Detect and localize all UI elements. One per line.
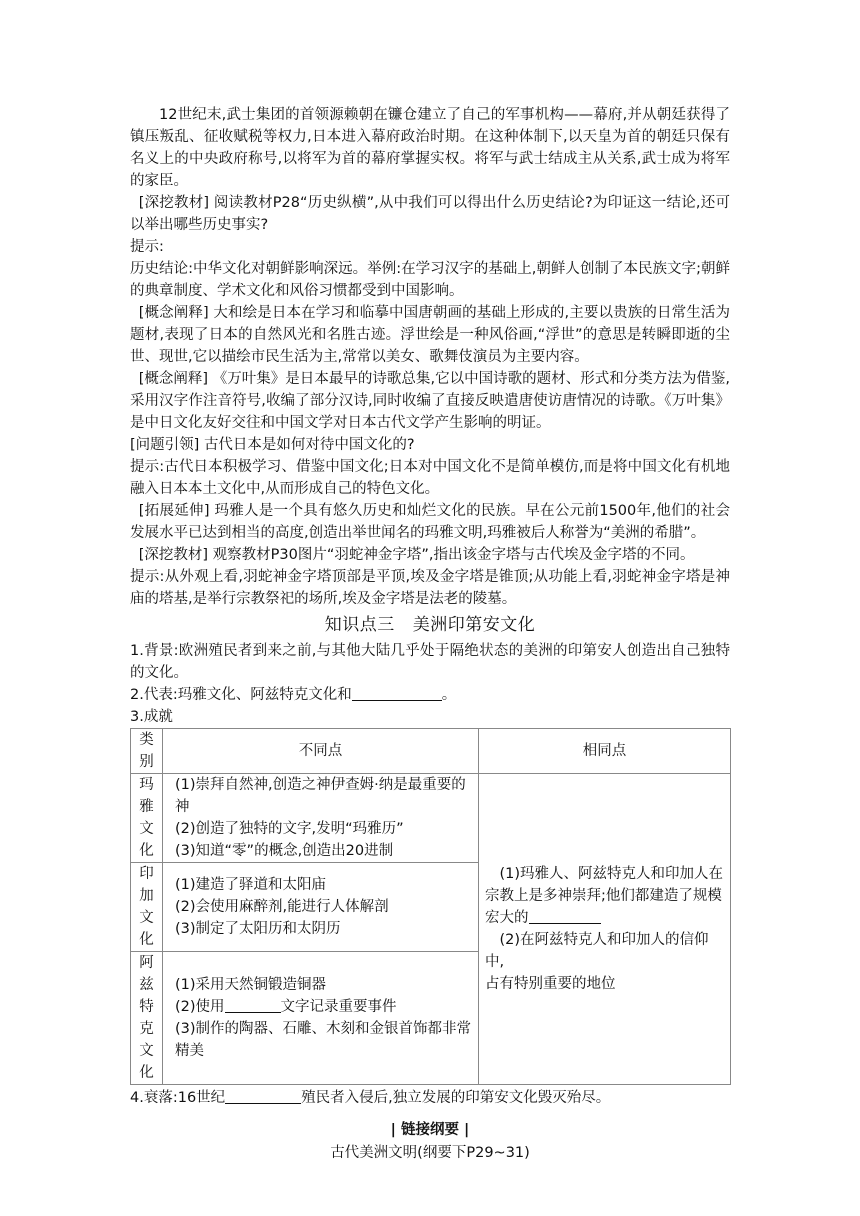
item-representatives-text: 2.代表:玛雅文化、阿兹特克文化和	[130, 687, 352, 703]
item-decline-text: 4.衰落:16世纪	[130, 1090, 226, 1106]
item-representatives	[130, 684, 730, 706]
diff-item: (1)采用天然铜锻造铜器	[175, 977, 327, 993]
diff-item: (3)制作的陶器、石雕、木刻和金银首饰都非常精美	[175, 1021, 472, 1059]
note-dig-textbook-2	[130, 544, 730, 566]
document-page	[130, 104, 730, 1165]
same-item-text: (2)在阿兹特克人和印加人的信仰中,	[485, 932, 709, 970]
note-hint-label: 提示:	[130, 239, 164, 255]
table-row-maya	[131, 774, 731, 863]
diff-item-text: (2)使用	[175, 999, 225, 1015]
item-decline	[130, 1087, 730, 1109]
note-hint-japan: 提示:古代日本积极学习、借鉴中国文化;日本对中国文化不是简单模仿,而是将中国文化有机地融入日本本土文化中,从而形成自己的特色文化。	[130, 459, 730, 497]
item-achievements: 3.成就	[130, 709, 173, 725]
diff-item: (2)会使用麻醉剂,能进行人体解剖	[175, 899, 389, 915]
note-tag: [问题引领]	[130, 437, 200, 453]
category-cell: 阿兹特克文化	[131, 952, 163, 1085]
diff-item-text: 文字记录重要事件	[280, 999, 397, 1015]
note-concept-manyoshu	[130, 368, 730, 434]
same-item-text: (1)玛雅人、阿兹特克人和印加人在宗教上是多神崇拜;他们都建造了规模宏大的	[485, 866, 724, 926]
same-item	[485, 863, 724, 929]
note-text: 玛雅人是一个具有悠久历史和灿烂文化的民族。早在公元前1500年,他们的社会发展水平已达到相当的高度,创造出举世闻名的玛雅文明,玛雅被后人称誉为“美洲的希腊”。	[130, 503, 730, 541]
note-tag: [深挖教材]	[138, 195, 210, 211]
link-outline-subtitle: 古代美洲文明(纲要下P29~31)	[330, 1145, 530, 1161]
note-hint-conclusion: 历史结论:中华文化对朝鲜影响深远。举例:在学习汉字的基础上,朝鲜人创制了本民族文字;朝鲜的典章制度、学术文化和风俗习惯都受到中国影响。	[130, 261, 730, 299]
note-text: 大和绘是日本在学习和临摹中国唐朝画的基础上形成的,主要以贵族的日常生活为题材,表现了日本的自然风光和名胜古迹。浮世绘是一种风俗画,“浮世”的意思是转瞬即逝的尘世、现世,它以描绘市民生活为主,常常以美女、歌舞伎演员为主要内容。	[130, 305, 731, 365]
similarities-cell	[479, 774, 731, 1085]
category-cell: 玛雅文化	[131, 774, 163, 863]
section-title	[130, 612, 730, 638]
diff-item: (3)知道“零”的概念,创造出20进制	[175, 843, 394, 859]
note-tag: [概念阐释]	[138, 305, 209, 321]
item-background: 1.背景:欧洲殖民者到来之前,与其他大陆几乎处于隔绝状态的美洲的印第安人创造出自己独特的文化。	[130, 643, 730, 681]
diff-item: (2)创造了独特的文字,发明“玛雅历”	[175, 821, 404, 837]
fill-blank	[529, 909, 601, 924]
header-category: 类别	[131, 729, 163, 774]
differences-cell	[163, 952, 479, 1085]
note-concept-yamatoe	[130, 302, 730, 368]
note-text: 《万叶集》是日本最早的诗歌总集,它以中国诗歌的题材、形式和分类方法为借鉴,采用汉字作注音符号,收编了部分汉诗,同时收编了直接反映遣唐使访唐情况的诗歌。《万叶集》是中日文化友好交往和中国文学对日本古代文学产生影响的明证。	[130, 371, 730, 431]
diff-item: (1)建造了驿道和太阳庙	[175, 877, 327, 893]
diff-item	[165, 996, 476, 1018]
note-tag: [深挖教材]	[138, 547, 209, 563]
note-text: 观察教材P30图片“羽蛇神金字塔”,指出该金字塔与古代埃及金字塔的不同。	[212, 547, 695, 563]
intro-paragraph: 12世纪末,武士集团的首领源赖朝在镰仓建立了自己的军事机构——幕府,并从朝廷获得了镇压叛乱、征收赋税等权力,日本进入幕府政治时期。在这种体制下,以天皇为首的朝廷只保有名义上的中央政府称号,以将军为首的幕府掌握实权。将军与武士结成主从关系,武士成为将军的家臣。	[130, 107, 730, 189]
fill-blank	[225, 998, 281, 1013]
diff-item: (1)崇拜自然神,创造之神伊查姆·纳是最重要的神	[175, 777, 466, 815]
item-representatives-end: 。	[441, 687, 457, 703]
same-item	[485, 929, 724, 973]
note-tag: [拓展延伸]	[138, 503, 210, 519]
header-similarities: 相同点	[479, 729, 731, 774]
achievements-table	[130, 728, 731, 1085]
note-dig-textbook-1	[130, 192, 730, 236]
differences-cell	[163, 863, 479, 952]
fill-blank	[225, 1089, 301, 1104]
header-differences: 不同点	[163, 729, 479, 774]
same-item-end: 占有特别重要的地位	[485, 976, 616, 992]
note-text: 阅读教材P28“历史纵横”,从中我们可以得出什么历史结论?为印证这一结论,还可以举出哪些历史事实?	[130, 195, 730, 233]
notes-list	[130, 192, 730, 610]
section-title-number: 知识点三	[324, 615, 395, 635]
diff-item: (3)制定了太阳历和太阴历	[175, 921, 341, 937]
section-title-text: 美洲印第安文化	[412, 615, 536, 635]
note-tag: [概念阐释]	[138, 371, 209, 387]
item-decline-end: 殖民者入侵后,独立发展的印第安文化毁灭殆尽。	[301, 1090, 611, 1106]
note-question	[130, 434, 730, 456]
note-text: 古代日本是如何对待中国文化的?	[203, 437, 415, 453]
link-outline-heading: | 链接纲要 |	[390, 1122, 470, 1138]
category-cell: 印加文化	[131, 863, 163, 952]
differences-cell	[163, 774, 479, 863]
note-hint-pyramid: 提示:从外观上看,羽蛇神金字塔顶部是平顶,埃及金字塔是锥顶;从功能上看,羽蛇神金字塔是神庙的塔基,是举行宗教祭祀的场所,埃及金字塔是法老的陵墓。	[130, 569, 730, 607]
table-header-row	[131, 729, 731, 774]
note-extension-maya	[130, 500, 730, 544]
fill-blank	[352, 686, 442, 701]
